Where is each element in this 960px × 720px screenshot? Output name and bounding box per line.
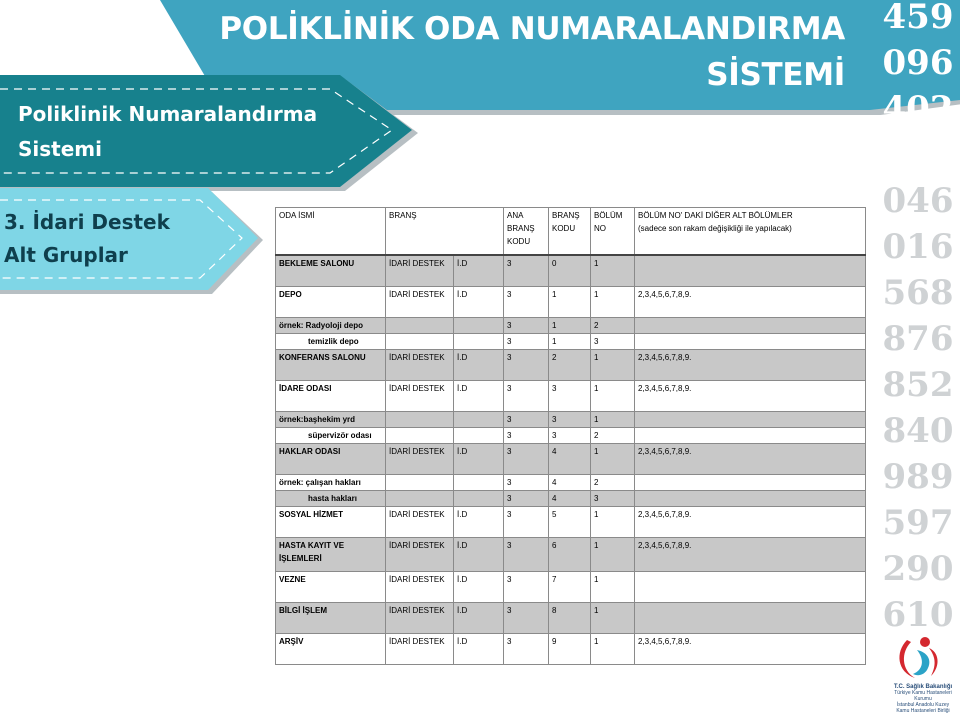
table-header-row bbox=[276, 208, 866, 256]
cell-brans: İDARİ DESTEK bbox=[386, 634, 454, 665]
cell-ana-brans: İ.D bbox=[454, 444, 504, 475]
cell-alt-bolum: 1 bbox=[591, 381, 635, 412]
cell-alt-bolum: 2 bbox=[591, 318, 635, 334]
cell-ana-brans: İ.D bbox=[454, 634, 504, 665]
cell-oda-ismi: BİLGİ İŞLEM bbox=[276, 603, 386, 634]
cell-oda-ismi: temizlik depo bbox=[276, 334, 386, 350]
subsection-panel bbox=[0, 188, 265, 298]
cell-brans-kodu: 3 bbox=[504, 428, 549, 444]
table-row bbox=[276, 507, 866, 538]
cell-oda-ismi: BEKLEME SALONU bbox=[276, 255, 386, 287]
cell-oda-ismi: KONFERANS SALONU bbox=[276, 350, 386, 381]
number-strip-item: 568 bbox=[882, 273, 954, 313]
cell-oda-ismi: hasta hakları bbox=[276, 491, 386, 507]
cell-bolum-no: 4 bbox=[549, 444, 591, 475]
cell-brans: İDARİ DESTEK bbox=[386, 538, 454, 572]
section-title-line2: Sistemi bbox=[18, 137, 102, 161]
cell-ana-brans: İ.D bbox=[454, 287, 504, 318]
header-brans-kodu: BRANŞ KODU bbox=[549, 208, 591, 256]
table-row bbox=[276, 412, 866, 428]
cell-bolum-no: 9 bbox=[549, 634, 591, 665]
number-strip-item: 402 bbox=[882, 89, 954, 129]
cell-bolum-no: 1 bbox=[549, 334, 591, 350]
cell-oda-ismi: DEPO bbox=[276, 287, 386, 318]
cell-oda-ismi: HAKLAR ODASI bbox=[276, 444, 386, 475]
cell-ana-brans bbox=[454, 334, 504, 350]
cell-bolum-no: 4 bbox=[549, 491, 591, 507]
cell-brans: İDARİ DESTEK bbox=[386, 507, 454, 538]
cell-brans: İDARİ DESTEK bbox=[386, 381, 454, 412]
header-diger-title: BÖLÜM NO' DAKİ DİĞER ALT BÖLÜMLER bbox=[638, 211, 793, 220]
table-row bbox=[276, 287, 866, 318]
cell-bolum-no: 8 bbox=[549, 603, 591, 634]
table-row bbox=[276, 350, 866, 381]
cell-bolum-no: 0 bbox=[549, 255, 591, 287]
table-body bbox=[276, 255, 866, 665]
cell-alt-bolum: 2 bbox=[591, 475, 635, 491]
cell-diger: 2,3,4,5,6,7,8,9. bbox=[635, 381, 866, 412]
cell-brans-kodu: 3 bbox=[504, 318, 549, 334]
number-strip-item: 159 bbox=[882, 135, 954, 175]
cell-diger: 2,3,4,5,6,7,8,9. bbox=[635, 507, 866, 538]
number-strip-item: 597 bbox=[882, 503, 954, 543]
section-title bbox=[18, 97, 348, 167]
subsection-title-line1: 3. İdari Destek bbox=[4, 210, 170, 234]
cell-oda-ismi: örnek: çalışan hakları bbox=[276, 475, 386, 491]
cell-brans: İDARİ DESTEK bbox=[386, 444, 454, 475]
section-panel bbox=[0, 75, 420, 193]
room-numbering-table bbox=[275, 207, 865, 665]
cell-alt-bolum: 1 bbox=[591, 412, 635, 428]
cell-ana-brans: İ.D bbox=[454, 603, 504, 634]
number-strip-item: 852 bbox=[882, 365, 954, 405]
cell-bolum-no: 3 bbox=[549, 428, 591, 444]
cell-alt-bolum: 1 bbox=[591, 507, 635, 538]
cell-alt-bolum: 3 bbox=[591, 334, 635, 350]
cell-diger bbox=[635, 491, 866, 507]
cell-bolum-no: 2 bbox=[549, 350, 591, 381]
cell-alt-bolum: 1 bbox=[591, 634, 635, 665]
cell-brans bbox=[386, 412, 454, 428]
cell-oda-ismi: VEZNE bbox=[276, 572, 386, 603]
table-row bbox=[276, 334, 866, 350]
number-strip-item: 016 bbox=[882, 227, 954, 267]
cell-alt-bolum: 1 bbox=[591, 350, 635, 381]
cell-bolum-no: 3 bbox=[549, 381, 591, 412]
table-row bbox=[276, 603, 866, 634]
cell-ana-brans bbox=[454, 412, 504, 428]
table-row bbox=[276, 444, 866, 475]
cell-brans-kodu: 3 bbox=[504, 287, 549, 318]
table-row bbox=[276, 491, 866, 507]
cell-diger: 2,3,4,5,6,7,8,9. bbox=[635, 350, 866, 381]
cell-bolum-no: 1 bbox=[549, 318, 591, 334]
cell-diger bbox=[635, 318, 866, 334]
cell-brans-kodu: 3 bbox=[504, 603, 549, 634]
number-strip-item: 840 bbox=[882, 411, 954, 451]
cell-brans bbox=[386, 318, 454, 334]
cell-diger bbox=[635, 428, 866, 444]
table-row bbox=[276, 475, 866, 491]
cell-oda-ismi: örnek: Radyoloji depo bbox=[276, 318, 386, 334]
ministry-logo-icon bbox=[887, 630, 957, 685]
cell-brans: İDARİ DESTEK bbox=[386, 255, 454, 287]
cell-diger: 2,3,4,5,6,7,8,9. bbox=[635, 287, 866, 318]
cell-diger bbox=[635, 334, 866, 350]
cell-brans: İDARİ DESTEK bbox=[386, 350, 454, 381]
cell-brans-kodu: 3 bbox=[504, 334, 549, 350]
cell-brans-kodu: 3 bbox=[504, 507, 549, 538]
table-row bbox=[276, 428, 866, 444]
cell-bolum-no: 1 bbox=[549, 287, 591, 318]
table-row bbox=[276, 634, 866, 665]
number-strip bbox=[876, 0, 960, 638]
cell-brans: İDARİ DESTEK bbox=[386, 572, 454, 603]
header-diger-alt-bolumler bbox=[635, 208, 866, 256]
cell-brans-kodu: 3 bbox=[504, 412, 549, 428]
cell-ana-brans bbox=[454, 475, 504, 491]
header-bolum-no: BÖLÜM NO bbox=[591, 208, 635, 256]
cell-alt-bolum: 1 bbox=[591, 287, 635, 318]
cell-oda-ismi: süpervizör odası bbox=[276, 428, 386, 444]
cell-brans-kodu: 3 bbox=[504, 491, 549, 507]
cell-ana-brans: İ.D bbox=[454, 350, 504, 381]
cell-diger bbox=[635, 603, 866, 634]
cell-ana-brans: İ.D bbox=[454, 507, 504, 538]
number-strip-item: 290 bbox=[882, 549, 954, 589]
cell-brans-kodu: 3 bbox=[504, 444, 549, 475]
cell-alt-bolum: 2 bbox=[591, 428, 635, 444]
cell-diger: 2,3,4,5,6,7,8,9. bbox=[635, 444, 866, 475]
cell-bolum-no: 6 bbox=[549, 538, 591, 572]
cell-brans-kodu: 3 bbox=[504, 381, 549, 412]
number-strip-item: 989 bbox=[882, 457, 954, 497]
cell-oda-ismi: SOSYAL HİZMET bbox=[276, 507, 386, 538]
cell-brans-kodu: 3 bbox=[504, 255, 549, 287]
cell-ana-brans: İ.D bbox=[454, 255, 504, 287]
cell-brans-kodu: 3 bbox=[504, 350, 549, 381]
cell-brans bbox=[386, 491, 454, 507]
cell-alt-bolum: 3 bbox=[591, 491, 635, 507]
table-row bbox=[276, 318, 866, 334]
room-table bbox=[275, 207, 866, 665]
logo-line3: İstanbul Anadolu Kuzey bbox=[896, 702, 950, 708]
cell-diger: 2,3,4,5,6,7,8,9. bbox=[635, 634, 866, 665]
page-title-line1: POLİKLİNİK ODA NUMARALANDIRMA bbox=[219, 11, 845, 47]
cell-brans-kodu: 3 bbox=[504, 634, 549, 665]
number-strip-item: 610 bbox=[882, 595, 954, 635]
number-strip-item: 096 bbox=[882, 43, 954, 83]
header-oda-ismi: ODA İSMİ bbox=[276, 208, 386, 256]
cell-alt-bolum: 1 bbox=[591, 603, 635, 634]
cell-brans: İDARİ DESTEK bbox=[386, 287, 454, 318]
cell-alt-bolum: 1 bbox=[591, 444, 635, 475]
cell-oda-ismi: İDARE ODASI bbox=[276, 381, 386, 412]
cell-brans-kodu: 3 bbox=[504, 475, 549, 491]
cell-diger bbox=[635, 255, 866, 287]
header-ana-brans-kodu: ANA BRANŞ KODU bbox=[504, 208, 549, 256]
cell-ana-brans: İ.D bbox=[454, 572, 504, 603]
cell-oda-ismi: örnek:başhekim yrd bbox=[276, 412, 386, 428]
table-row bbox=[276, 381, 866, 412]
cell-diger bbox=[635, 475, 866, 491]
cell-ana-brans bbox=[454, 318, 504, 334]
cell-bolum-no: 4 bbox=[549, 475, 591, 491]
logo-line4: Kamu Hastaneleri Birliği bbox=[896, 708, 950, 714]
section-title-line1: Poliklinik Numaralandırma bbox=[18, 102, 318, 126]
cell-alt-bolum: 1 bbox=[591, 255, 635, 287]
cell-oda-ismi: HASTA KAYIT VE İŞLEMLERİ bbox=[276, 538, 386, 572]
header-brans: BRANŞ bbox=[386, 208, 504, 256]
cell-ana-brans bbox=[454, 428, 504, 444]
cell-brans bbox=[386, 428, 454, 444]
cell-brans: İDARİ DESTEK bbox=[386, 603, 454, 634]
cell-bolum-no: 5 bbox=[549, 507, 591, 538]
logo-line1: T.C. Sağlık Bakanlığı bbox=[893, 684, 953, 690]
number-strip-item: 046 bbox=[882, 181, 954, 221]
subsection-title bbox=[4, 206, 244, 272]
table-row bbox=[276, 572, 866, 603]
header-diger-note: (sadece son rakam değişikliği ile yapılacak) bbox=[638, 224, 792, 233]
page-title-line2: SİSTEMİ bbox=[706, 57, 845, 93]
cell-brans bbox=[386, 475, 454, 491]
cell-ana-brans: İ.D bbox=[454, 381, 504, 412]
cell-diger bbox=[635, 412, 866, 428]
cell-oda-ismi: ARŞİV bbox=[276, 634, 386, 665]
cell-bolum-no: 7 bbox=[549, 572, 591, 603]
number-strip-item: 876 bbox=[882, 319, 954, 359]
subsection-title-line2: Alt Gruplar bbox=[4, 243, 128, 267]
ministry-logo-text bbox=[886, 684, 960, 714]
cell-ana-brans: İ.D bbox=[454, 538, 504, 572]
table-row bbox=[276, 538, 866, 572]
table-row bbox=[276, 255, 866, 287]
cell-alt-bolum: 1 bbox=[591, 572, 635, 603]
cell-diger bbox=[635, 572, 866, 603]
cell-ana-brans bbox=[454, 491, 504, 507]
cell-brans-kodu: 3 bbox=[504, 538, 549, 572]
cell-bolum-no: 3 bbox=[549, 412, 591, 428]
cell-brans bbox=[386, 334, 454, 350]
cell-alt-bolum: 1 bbox=[591, 538, 635, 572]
number-strip-item: 459 bbox=[882, 0, 954, 37]
logo-line2: Türkiye Kamu Hastaneleri Kurumu bbox=[894, 690, 952, 702]
cell-brans-kodu: 3 bbox=[504, 572, 549, 603]
cell-diger: 2,3,4,5,6,7,8,9. bbox=[635, 538, 866, 572]
